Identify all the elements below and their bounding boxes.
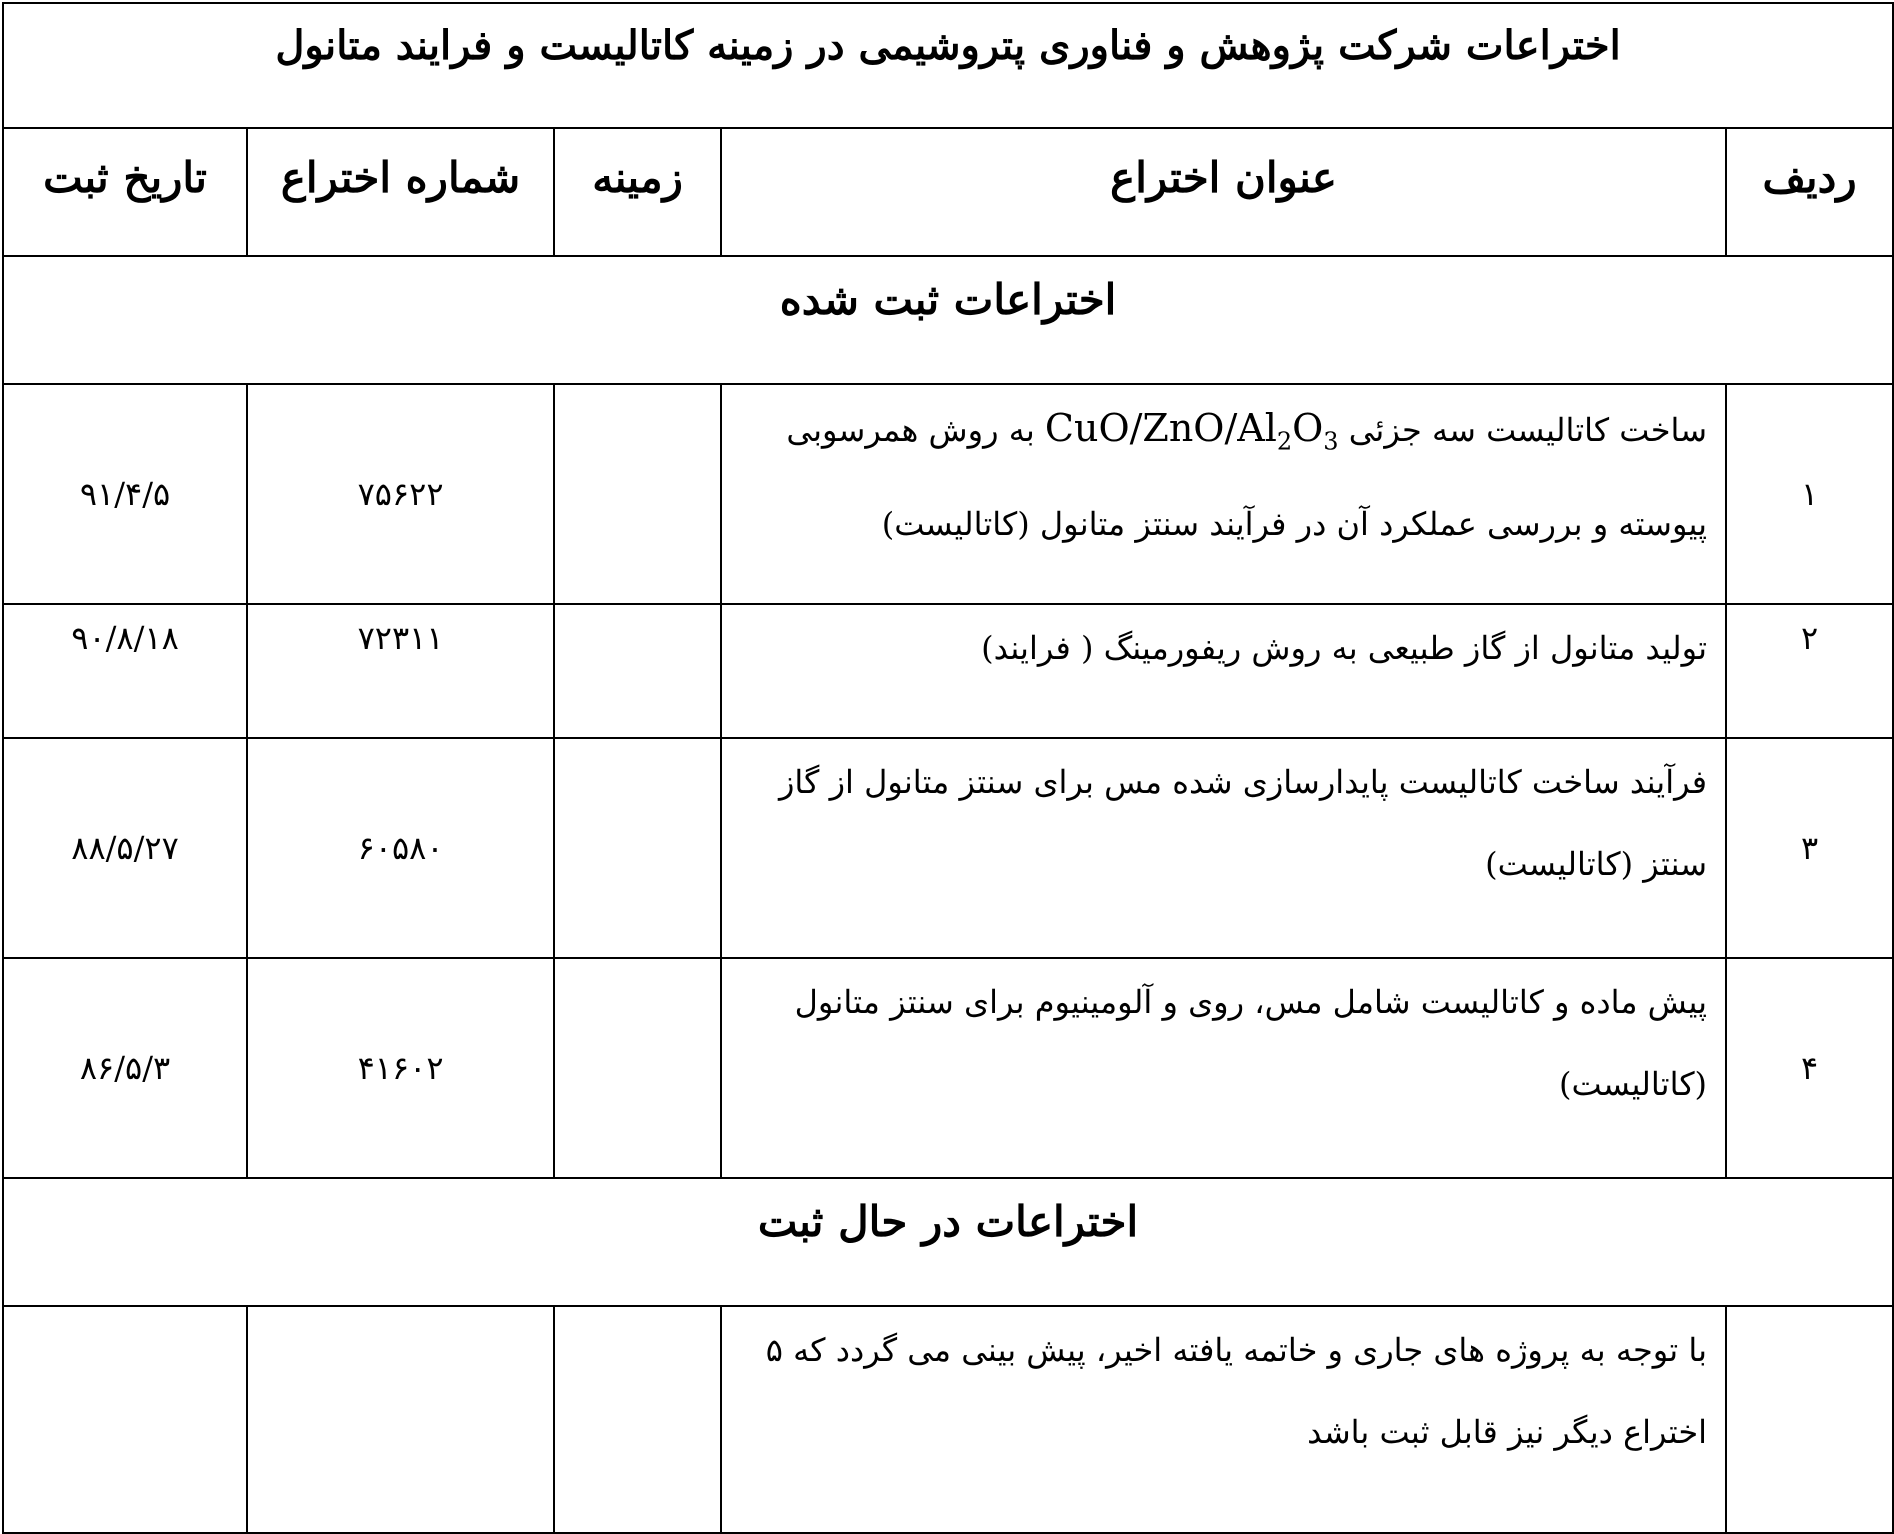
registration-date-cell: ۸۸/۵/۲۷ — [3, 738, 247, 958]
column-header-invention-title: عنوان اختراع — [721, 128, 1726, 256]
invention-number-cell: ۷۵۶۲۲ — [247, 384, 554, 604]
row-number-cell: ۱ — [1726, 384, 1893, 604]
field-cell — [554, 738, 721, 958]
formula-subscript: 2 — [1276, 427, 1293, 456]
registration-date-cell — [3, 1306, 247, 1533]
section-title-registered: اختراعات ثبت شده — [3, 256, 1893, 384]
formula-part: O — [1292, 406, 1324, 450]
table-row — [3, 1306, 1893, 1533]
invention-title-text: ساخت کاتالیست سه جزئی — [1338, 411, 1708, 449]
invention-title-cell: با توجه به پروژه های جاری و خاتمه یافته اخیر، پیش بینی می گردد که ۵ اختراع دیگر نیز قابل ثبت باشد — [721, 1306, 1726, 1533]
field-cell — [554, 604, 721, 738]
title-row — [3, 3, 1893, 128]
chemical-formula — [1044, 406, 1339, 456]
table-title: اختراعات شرکت پژوهش و فناوری پتروشیمی در زمینه کاتالیست و فرایند متانول — [3, 3, 1893, 128]
header-row — [3, 128, 1893, 256]
invention-title-cell: تولید متانول از گاز طبیعی به روش ریفورمینگ ( فرایند) — [721, 604, 1726, 738]
inventions-table — [2, 2, 1894, 1534]
invention-number-cell: ۴۱۶۰۲ — [247, 958, 554, 1178]
formula-part: CuO/ZnO/Al — [1044, 406, 1277, 450]
row-number-cell: ۲ — [1726, 604, 1893, 738]
section-row-pending — [3, 1178, 1893, 1306]
invention-number-cell — [247, 1306, 554, 1533]
registration-date-cell: ۹۰/۸/۱۸ — [3, 604, 247, 738]
table-row — [3, 958, 1893, 1178]
formula-subscript: 3 — [1323, 427, 1339, 456]
column-header-registration-date: تاریخ ثبت — [3, 128, 247, 256]
invention-title-cell: پیش ماده و کاتالیست شامل مس، روی و آلومینیوم برای سنتز متانول (کاتالیست) — [721, 958, 1726, 1178]
field-cell — [554, 384, 721, 604]
column-header-invention-number: شماره اختراع — [247, 128, 554, 256]
invention-title-text: به روش همرسوبی پیوسته و بررسی عملکرد آن در فرآیند سنتز متانول (کاتالیست) — [786, 411, 1708, 543]
invention-title-cell — [721, 384, 1726, 604]
registration-date-cell: ۹۱/۴/۵ — [3, 384, 247, 604]
invention-number-cell: ۷۲۳۱۱ — [247, 604, 554, 738]
field-cell — [554, 958, 721, 1178]
invention-title-cell: فرآیند ساخت کاتالیست پایدارسازی شده مس برای سنتز متانول از گاز سنتز (کاتالیست) — [721, 738, 1726, 958]
registration-date-cell: ۸۶/۵/۳ — [3, 958, 247, 1178]
table-row — [3, 738, 1893, 958]
column-header-row-number: ردیف — [1726, 128, 1893, 256]
field-cell — [554, 1306, 721, 1533]
row-number-cell: ۴ — [1726, 958, 1893, 1178]
column-header-field: زمینه — [554, 128, 721, 256]
section-row-registered — [3, 256, 1893, 384]
invention-number-cell: ۶۰۵۸۰ — [247, 738, 554, 958]
row-number-cell: ۳ — [1726, 738, 1893, 958]
table-row — [3, 384, 1893, 604]
section-title-pending: اختراعات در حال ثبت — [3, 1178, 1893, 1306]
table-row — [3, 604, 1893, 738]
row-number-cell — [1726, 1306, 1893, 1533]
